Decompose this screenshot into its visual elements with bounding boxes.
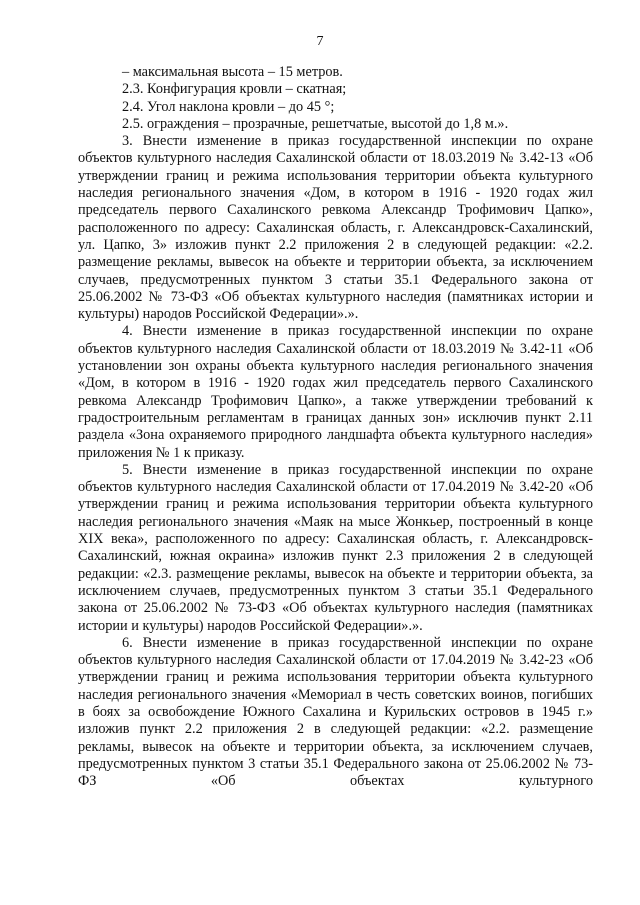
document-body <box>78 64 593 790</box>
page-number: 7 <box>316 34 324 49</box>
paragraph-roof-configuration: 2.3. Конфигурация кровли – скатная; <box>122 81 347 98</box>
paragraph-max-height: – максимальная высота – 15 метров. <box>122 64 343 80</box>
paragraph-fences: 2.5. ограждения – прозрачные, решетчатые, высотой до 1,8 м.». <box>122 115 509 132</box>
paragraph-item-4: 4. Внести изменение в приказ государственной инспекции по охране объектов культурного наследия Сахалинской области от 18.03.2019 № 3.42-11 «Об установлении зон охраны объекта культурного наследия регионального значения «Дом, в котором в 1916 - 1920 годах жил председатель первого Сахалинского ревкома Александр Трофимович Цапко», а также утверждении требований к градостроительным регламентам в границах данных зон» исключив пункт 2.11 раздела «Зона охраняемого природного ландшафта объекта культурного наследия» приложения № 1 к приказу. <box>78 323 593 461</box>
paragraph-roof-angle: 2.4. Угол наклона кровли – до 45 °; <box>122 98 335 115</box>
paragraph-item-3: 3. Внести изменение в приказ государственной инспекции по охране объектов культурного наследия Сахалинской области от 18.03.2019 № 3.42-13 «Об утверждении границ и режима использования территории объекта культурного наследия регионального значения «Дом, в котором в 1916 - 1920 годах жил председатель первого Сахалинского ревкома Александр Трофимович Цапко», расположенного по адресу: Сахалинская область, г. Александровск-Сахалинский, ул. Цапко, 3» изложив пункт 2.2 приложения 2 в следующей редакции: «2.2. размещение рекламы, вывесок на объекте и территории объекта, за исключением случаев, предусмотренных пунктом 3 статьи 35.1 Федерального закона от 25.06.2002 № 73-ФЗ «Об объектах культурного наследия (памятниках истории и культуры) народов Российской Федерации».». <box>78 133 593 323</box>
paragraph-item-5: 5. Внести изменение в приказ государственной инспекции по охране объектов культурного наследия Сахалинской области от 17.04.2019 № 3.42-20 «Об утверждении границ и режима использования территории объекта культурного наследия регионального значения «Маяк на мысе Жонкьер, построенный в конце XIX века», расположенного по адресу: Сахалинская область, г. Александровск-Сахалинский, южная окраина» изложив пункт 2.3 приложения 2 в следующей редакции: «2.3. размещение рекламы, вывесок на объекте и территории объекта, за исключением случаев, предусмотренных пунктом 3 статьи 35.1 Федерального закона от 25.06.2002 № 73-ФЗ «Об объектах культурного наследия (памятниках истории и культуры) народов Российской Федерации».». <box>78 461 593 634</box>
paragraph-item-6: 6. Внести изменение в приказ государственной инспекции по охране объектов культурного наследия Сахалинской области от 17.04.2019 № 3.42-23 «Об утверждении границ и режима использования территории объекта культурного наследия регионального значения «Мемориал в честь советских воинов, погибших в боях за освобождение Южного Сахалина и Курильских островов в 1945 г.» изложив пункт 2.2 приложения 2 в следующей редакции: «2.2. размещение рекламы, вывесок на объекте и территории объекта, за исключением случаев, предусмотренных пунктом 3 статьи 35.1 Федерального закона от 25.06.2002 № 73-ФЗ «Об объектах культурного <box>78 634 593 790</box>
